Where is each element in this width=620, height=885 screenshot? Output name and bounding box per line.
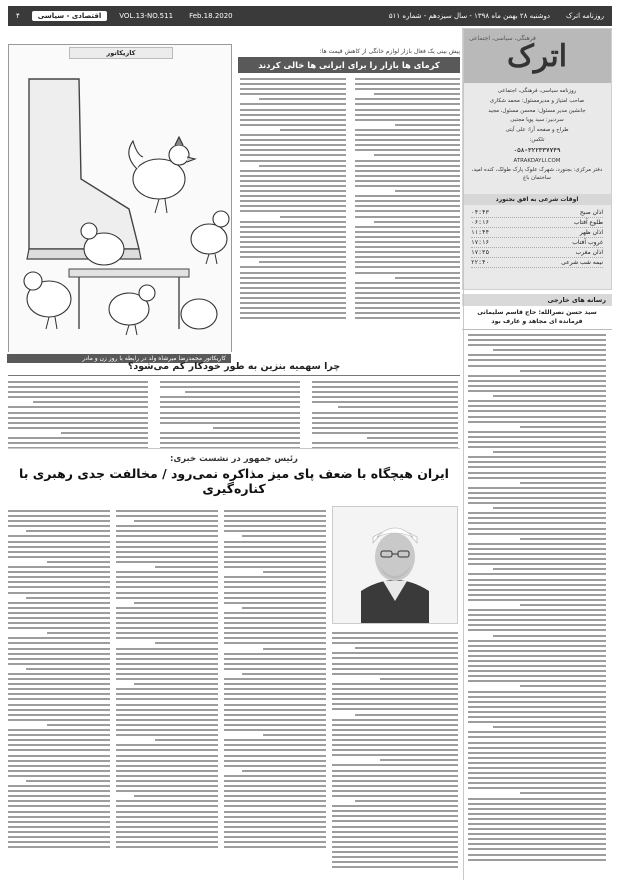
masthead	[462, 28, 612, 290]
volume: VOL.13-NO.511	[119, 12, 174, 20]
phone-number: ۰۵۸-۳۲۲۳۳۷۷۴۹	[513, 146, 561, 154]
portrait-illustration	[333, 507, 457, 623]
side-heading: رسانه های خارجی	[462, 294, 612, 306]
logo	[463, 29, 611, 83]
article-body-col-2	[240, 78, 346, 323]
article-petrol-headline-strip	[8, 358, 460, 376]
prayer-row: اذان ظهر ۱۱:۴۴	[471, 229, 603, 237]
president-photo	[332, 506, 458, 624]
article-kicker: پیش بینی یک فعال بازار لوازم خانگی از کاهش قیمت ها:	[319, 48, 460, 55]
side-subhead: سید حسن نصرالله: حاج قاسم سلیمانی فرمانده ای مجاهد و عارف بود	[462, 306, 612, 330]
side-column	[462, 294, 612, 880]
article-president-col-4	[332, 632, 458, 871]
date-en: Feb.18.2020	[189, 12, 233, 20]
side-body-text	[468, 334, 606, 864]
prayer-times	[463, 205, 611, 271]
article-petrol-col-2	[160, 381, 300, 452]
cartoon-illustration	[9, 59, 231, 355]
prayer-row: نیمه شب شرعی ۲۲:۴۰	[471, 259, 603, 267]
article-petrol-col-3	[312, 381, 458, 452]
article-president-col-3	[224, 510, 326, 851]
info-line: روزنامه سیاسی، فرهنگی، اجتماعی	[497, 88, 577, 94]
info-line: تلکس:	[529, 137, 545, 144]
article-president-headline-block	[8, 454, 460, 496]
info-line: سردبیر: سید پویا مجتبی	[510, 117, 564, 124]
article-president-kicker: رئیس جمهور در نشست خبری:	[170, 454, 298, 464]
article-president-col-1	[8, 510, 110, 851]
prayer-row: غروب آفتاب ۱۷:۱۶	[471, 239, 603, 247]
logo-tag: فرهنگی، سیاسی، اجتماعی	[469, 35, 536, 42]
info-line: صاحب امتیاز و مدیرمسئول: محمد شکاری	[489, 97, 585, 104]
website: ATRAKDAYLI.COM	[513, 157, 561, 164]
prayer-title: اوقات شرعی به افق بجنورد	[463, 194, 611, 205]
article-president-headline: ایران هیچگاه با ضعف پای میز مذاکره نمی‌رود / مخالفت جدی رهبری با کناره‌گیری	[19, 466, 449, 496]
address: دفتر مرکزی: بجنورد، شهرک علوک پارک طولک، کنده امید، ساختمان باغ	[471, 167, 603, 182]
article-fridge-market	[238, 48, 460, 338]
logo-text: اترک	[506, 38, 568, 74]
article-president-col-2	[116, 510, 218, 851]
info-line: طراح و صفحه آرا: علی آیتی	[505, 127, 569, 134]
prayer-row: اذان صبح ۰۴:۴۳	[471, 209, 603, 217]
masthead-info	[463, 83, 611, 190]
article-petrol-headline: چرا سهمیه بنزین به طور خودکار کم می‌شود؟	[127, 361, 341, 372]
section-divider	[8, 448, 460, 449]
page-number: ۴	[16, 12, 20, 20]
section-label: اقتصادی - سیاسی	[32, 11, 108, 21]
cartoon-caption: کاریکاتور محمدرضا میرشاه ولد در رابطه با روز زن و مادر	[7, 354, 231, 363]
article-body-col-1	[355, 78, 460, 323]
column-divider	[463, 28, 464, 880]
prayer-row: اذان مغرب ۱۷:۳۵	[471, 249, 603, 257]
prayer-row: طلوع آفتاب ۰۶:۱۶	[471, 219, 603, 227]
article-headline: کرمای ها بازار را برای ایرانی ها خالی کردند	[238, 57, 460, 73]
article-petrol-col-1	[8, 381, 148, 452]
cartoon-box	[8, 44, 232, 362]
info-line: جانشین مدیر مسئول: محسن مسئول، مجید	[488, 107, 586, 114]
header-bar	[8, 6, 612, 26]
date-fa: دوشنبه ۲۸ بهمن ماه ۱۳۹۸ - سال سیزدهم - شماره ۵۱۱	[388, 12, 551, 20]
paper-label: روزنامه اترک	[566, 12, 604, 20]
cartoon-label: کاریکاتور	[69, 47, 173, 59]
